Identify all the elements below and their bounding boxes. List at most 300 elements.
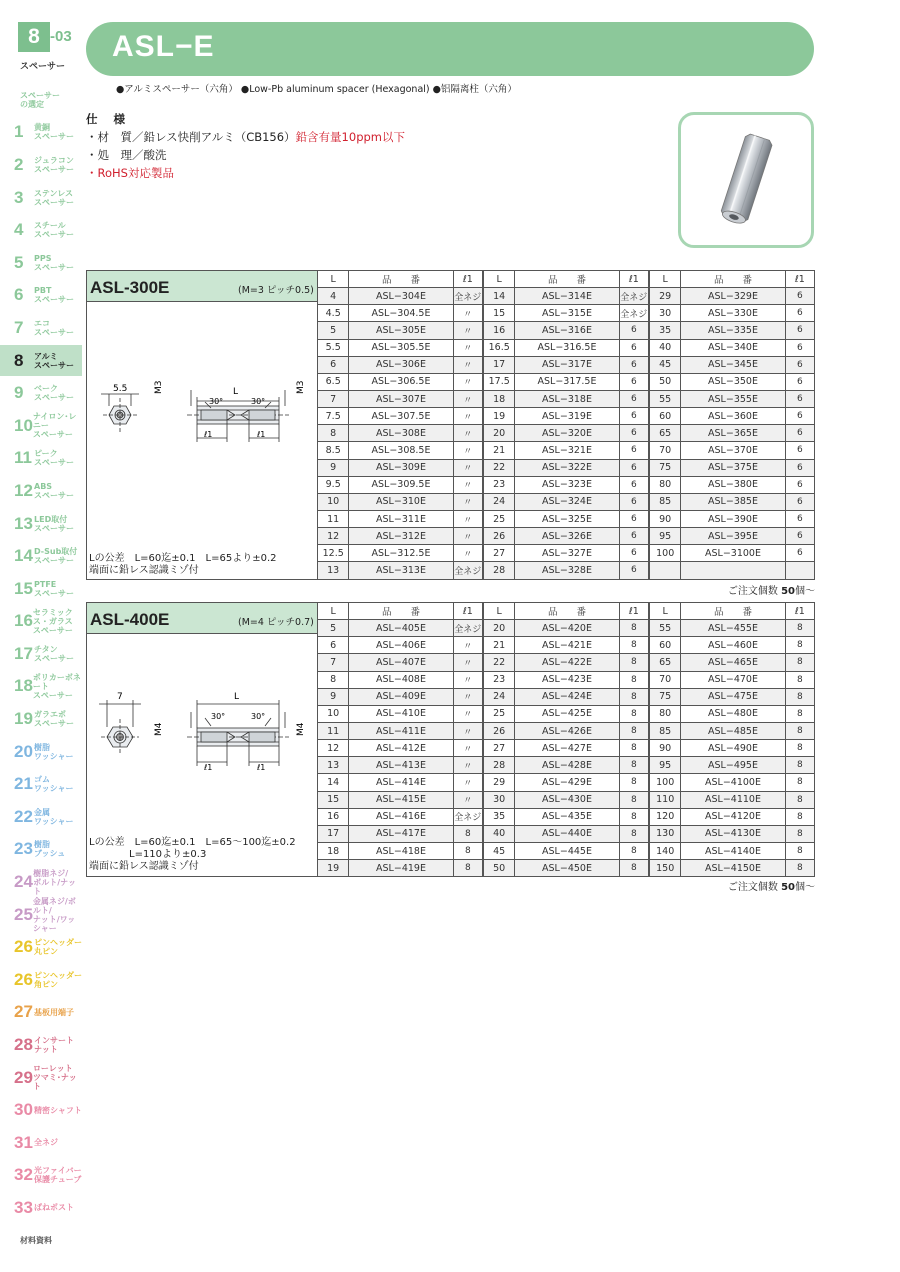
sidebar-nav-item[interactable] <box>0 280 82 313</box>
sidebar-nav-item[interactable] <box>0 1160 82 1193</box>
nav-item-number: 8 <box>14 350 24 370</box>
col-header-thread-depth: ℓ1 <box>619 271 648 288</box>
angle-label-right: 30° <box>251 397 266 406</box>
thread-depth-cell: 8 <box>785 671 814 688</box>
spec-rohs: ・RoHS対応製品 <box>86 166 174 180</box>
table-row <box>318 637 483 654</box>
thread-depth-cell: 6 <box>785 288 814 305</box>
table-row <box>484 390 649 407</box>
table-row <box>484 339 649 356</box>
part-number-cell: ASL−312E <box>349 528 453 545</box>
length-cell: 6.5 <box>318 373 349 390</box>
length-cell: 5.5 <box>318 339 349 356</box>
table-row <box>650 688 815 705</box>
length-cell: 12.5 <box>318 545 349 562</box>
sidebar-nav-item[interactable] <box>0 638 82 671</box>
thread-depth-cell: 〃 <box>453 705 482 722</box>
part-number-cell: ASL−304E <box>349 288 453 305</box>
table-row <box>318 493 483 510</box>
length-cell: 95 <box>650 528 681 545</box>
asl-400e-block <box>86 602 815 892</box>
thread-depth-cell: 全ネジ <box>453 620 482 637</box>
thread-depth-cell: 6 <box>619 408 648 425</box>
nav-item-number: 20 <box>14 741 33 761</box>
sidebar-nav-item[interactable] <box>0 671 82 704</box>
sidebar-nav-item[interactable] <box>0 964 82 997</box>
table-row <box>650 774 815 791</box>
series-name: ASL-400E <box>90 610 170 629</box>
sidebar-nav-item[interactable] <box>0 540 82 573</box>
table-row <box>484 637 649 654</box>
part-number-cell: ASL−450E <box>515 860 619 877</box>
angle-label-left: 30° <box>209 397 224 406</box>
thread-depth-cell: 8 <box>785 740 814 757</box>
product-subtitle: ●アルミスペーサー（六角） ●Low-Pb aluminum spacer (Hexagonal) ●铝隔离柱（六角） <box>116 84 517 95</box>
thread-depth-cell: 8 <box>785 791 814 808</box>
nav-item-number: 19 <box>14 709 33 729</box>
table-row <box>318 740 483 757</box>
nav-item-label: 精密シャフト <box>34 1105 82 1115</box>
thread-depth-cell: 8 <box>785 722 814 739</box>
order-note-prefix: ご注文個数 <box>727 586 782 597</box>
nav-item-number: 5 <box>14 252 24 272</box>
thread-depth-cell: 6 <box>785 390 814 407</box>
thread-depth-cell: 8 <box>785 808 814 825</box>
nav-item-label: PBT スペーサー <box>34 286 74 305</box>
length-cell: 18 <box>484 390 515 407</box>
part-number-cell: ASL−335E <box>681 322 785 339</box>
sidebar-nav-item[interactable] <box>0 1062 82 1095</box>
length-cell: 35 <box>650 322 681 339</box>
thread-depth-cell: 6 <box>619 442 648 459</box>
thread-depth-cell: 〃 <box>453 740 482 757</box>
part-number-cell: ASL−425E <box>515 705 619 722</box>
part-number-cell: ASL−413E <box>349 757 453 774</box>
nav-item-label: ポリカーボネート スペーサー <box>32 672 81 700</box>
sidebar-nav-item[interactable] <box>0 801 82 834</box>
spec-title: 仕 様 <box>86 112 132 126</box>
col-header-thread-depth: ℓ1 <box>785 603 814 620</box>
sidebar-nav-item[interactable] <box>0 117 82 150</box>
part-number-cell: ASL−330E <box>681 305 785 322</box>
thread-depth-cell: 〃 <box>453 356 482 373</box>
part-number-cell: ASL−380E <box>681 476 785 493</box>
sidebar-nav-item[interactable] <box>0 834 82 867</box>
sidebar-nav-item[interactable] <box>0 214 82 247</box>
thread-depth-cell: 6 <box>785 356 814 373</box>
table-row <box>484 442 649 459</box>
length-cell: 6 <box>318 637 349 654</box>
length-cell: 10 <box>318 705 349 722</box>
part-number-cell: ASL−421E <box>515 637 619 654</box>
length-cell: 21 <box>484 637 515 654</box>
asl-300e-block <box>86 270 815 595</box>
category-label: スペーサー <box>20 62 66 72</box>
nav-item-label: PPS スペーサー <box>34 253 74 272</box>
thread-depth-cell: 8 <box>619 740 648 757</box>
part-number-cell: ASL−424E <box>515 688 619 705</box>
thread-depth-cell: 〃 <box>453 339 482 356</box>
table-row <box>484 510 649 527</box>
part-number-cell: ASL−370E <box>681 442 785 459</box>
nav-item-number: 1 <box>14 122 24 142</box>
table-row <box>484 740 649 757</box>
length-cell: 29 <box>650 288 681 305</box>
part-table <box>317 270 483 580</box>
col-header-thread-depth: ℓ1 <box>453 271 482 288</box>
length-cell: 9 <box>318 688 349 705</box>
part-number-cell: ASL−4150E <box>681 860 785 877</box>
thread-depth-cell: 8 <box>785 842 814 859</box>
col-header-thread-depth: ℓ1 <box>453 603 482 620</box>
length-cell: 40 <box>650 339 681 356</box>
table-row <box>318 356 483 373</box>
thread-depth-cell: 〃 <box>453 688 482 705</box>
part-number-cell: ASL−430E <box>515 791 619 808</box>
nav-item-number: 18 <box>14 676 33 696</box>
nav-item-label: 基板用端子 <box>34 1007 74 1017</box>
table-row <box>484 528 649 545</box>
length-cell: 21 <box>484 442 515 459</box>
part-number-cell: ASL−4120E <box>681 808 785 825</box>
part-number-cell: ASL−365E <box>681 425 785 442</box>
table-row <box>318 842 483 859</box>
length-cell: 45 <box>650 356 681 373</box>
table-row <box>484 808 649 825</box>
thread-depth-label-left: ℓ1 <box>204 430 213 439</box>
length-cell: 11 <box>318 510 349 527</box>
sidebar-nav-item[interactable] <box>0 149 82 182</box>
table-row <box>318 425 483 442</box>
order-quantity-note <box>728 878 815 893</box>
thread-depth-label-left: ℓ1 <box>204 763 213 772</box>
order-note-suffix: 個〜 <box>795 586 815 597</box>
nav-item-label: インサート ナット <box>34 1036 74 1055</box>
thread-depth-cell: 〃 <box>453 459 482 476</box>
length-cell: 65 <box>650 654 681 671</box>
sidebar-nav-item[interactable] <box>0 312 82 345</box>
length-cell: 130 <box>650 825 681 842</box>
nav-item-number: 29 <box>14 1067 33 1087</box>
nav-item-number: 22 <box>14 806 33 826</box>
thread-depth-cell: 8 <box>619 774 648 791</box>
nav-item-number: 24 <box>14 872 33 892</box>
thread-depth-label-right: ℓ1 <box>257 763 266 772</box>
table-row <box>484 476 649 493</box>
length-cell: 28 <box>484 562 515 579</box>
part-number-cell: ASL−4100E <box>681 774 785 791</box>
nav-item-number: 7 <box>14 317 24 337</box>
thread-depth-cell: 〃 <box>453 722 482 739</box>
length-cell: 80 <box>650 476 681 493</box>
table-row <box>650 356 815 373</box>
length-cell: 15 <box>484 305 515 322</box>
part-number-cell: ASL−310E <box>349 493 453 510</box>
table-row <box>484 288 649 305</box>
thread-depth-cell: 6 <box>785 425 814 442</box>
nav-item-label: 全ネジ <box>34 1138 58 1148</box>
length-cell: 60 <box>650 637 681 654</box>
length-cell: 7 <box>318 654 349 671</box>
part-number-cell: ASL−305.5E <box>349 339 453 356</box>
part-number-cell: ASL−418E <box>349 842 453 859</box>
table-row <box>318 459 483 476</box>
part-number-cell: ASL−305E <box>349 322 453 339</box>
part-number-cell: ASL−312.5E <box>349 545 453 562</box>
sidebar-nav-item[interactable] <box>0 1225 82 1258</box>
col-header-thread-depth: ℓ1 <box>785 271 814 288</box>
table-row <box>650 373 815 390</box>
table-row <box>650 305 815 322</box>
length-cell: 8 <box>318 425 349 442</box>
spec-material <box>86 128 405 146</box>
sidebar-nav-item[interactable] <box>0 606 82 639</box>
table-row <box>484 774 649 791</box>
thread-depth-cell: 8 <box>453 825 482 842</box>
sidebar-nav-item[interactable] <box>0 1127 82 1160</box>
part-number-cell: ASL−323E <box>515 476 619 493</box>
length-cell: 27 <box>484 545 515 562</box>
length-cell: 35 <box>484 808 515 825</box>
part-number-cell: ASL−317.5E <box>515 373 619 390</box>
part-number-cell: ASL−445E <box>515 842 619 859</box>
part-number-cell: ASL−428E <box>515 757 619 774</box>
sidebar-nav-item[interactable] <box>0 736 82 769</box>
part-number-cell: ASL−414E <box>349 774 453 791</box>
table-row <box>484 842 649 859</box>
sidebar-nav-item[interactable] <box>0 508 82 541</box>
part-number-cell: ASL−435E <box>515 808 619 825</box>
thread-depth-cell: 8 <box>785 620 814 637</box>
nav-item-number: 15 <box>14 578 33 598</box>
table-row <box>318 408 483 425</box>
length-cell: 70 <box>650 671 681 688</box>
sidebar-nav-item[interactable] <box>0 345 82 378</box>
length-cell: 22 <box>484 654 515 671</box>
thread-depth-cell: 6 <box>619 356 648 373</box>
thread-depth-cell: 8 <box>619 757 648 774</box>
nav-item-number: 10 <box>14 415 33 435</box>
thread-depth-cell: 8 <box>619 860 648 877</box>
spec-material-label: ・材 質／鉛レス快削アルミ（CB156） <box>86 130 296 144</box>
sidebar-nav-item[interactable] <box>0 1192 82 1225</box>
thread-depth-cell: 〃 <box>453 493 482 510</box>
length-cell: 50 <box>484 860 515 877</box>
part-number-cell: ASL−307.5E <box>349 408 453 425</box>
sidebar-nav-item[interactable] <box>0 866 82 899</box>
thread-depth-cell: 〃 <box>453 774 482 791</box>
sidebar-nav-item[interactable] <box>0 931 82 964</box>
length-cell: 23 <box>484 476 515 493</box>
nav-item-label: エコ スペーサー <box>34 318 74 337</box>
length-cell: 4 <box>318 288 349 305</box>
thread-depth-cell: 6 <box>619 476 648 493</box>
part-number-cell: ASL−4130E <box>681 825 785 842</box>
nav-item-number: 26 <box>14 969 33 989</box>
part-number-cell: ASL−320E <box>515 425 619 442</box>
length-cell: 17 <box>318 825 349 842</box>
nav-item-number: 28 <box>14 1035 33 1055</box>
table-row <box>318 545 483 562</box>
technical-drawing <box>87 302 317 522</box>
nav-item-label: 樹脂ネジ/ ボルト/ナット <box>33 868 76 896</box>
nav-item-number: 16 <box>14 611 33 631</box>
nav-item-label: 黄銅 スペーサー <box>34 123 74 142</box>
length-cell: 9 <box>318 459 349 476</box>
table-row <box>484 356 649 373</box>
part-number-cell: ASL−465E <box>681 654 785 671</box>
sidebar-nav-item[interactable] <box>0 182 82 215</box>
drawing-area <box>86 302 317 580</box>
thread-depth-cell: 6 <box>785 528 814 545</box>
table-row <box>318 562 483 579</box>
part-number-cell: ASL−390E <box>681 510 785 527</box>
thread-depth-cell: 6 <box>619 390 648 407</box>
nav-item-label: スチール スペーサー <box>34 221 74 240</box>
part-number-cell: ASL−304.5E <box>349 305 453 322</box>
nav-item-label: ローレット ツマミ･ナット <box>32 1064 77 1092</box>
table-row <box>484 860 649 877</box>
col-header-part-number: 品 番 <box>349 271 453 288</box>
length-cell: 24 <box>484 688 515 705</box>
part-number-cell: ASL−440E <box>515 825 619 842</box>
part-number-cell: ASL−311E <box>349 510 453 527</box>
nav-item-label: 光ファイバー 保護チューブ <box>34 1166 82 1185</box>
length-cell: 13 <box>318 757 349 774</box>
table-row <box>484 688 649 705</box>
table-row <box>650 390 815 407</box>
nav-item-label: アルミ スペーサー <box>34 351 74 370</box>
length-cell: 5 <box>318 620 349 637</box>
table-row <box>318 705 483 722</box>
length-cell: 95 <box>650 757 681 774</box>
length-cell: 5 <box>318 322 349 339</box>
spec-section <box>86 110 405 182</box>
nav-item-label: ジュラコン スペーサー <box>34 155 74 174</box>
series-name-box <box>86 270 317 302</box>
length-cell: 85 <box>650 722 681 739</box>
length-cell: 7.5 <box>318 408 349 425</box>
thread-depth-cell: 〃 <box>453 637 482 654</box>
thread-depth-cell: 8 <box>619 722 648 739</box>
table-row <box>318 654 483 671</box>
length-cell: 23 <box>484 671 515 688</box>
table-row <box>318 620 483 637</box>
thread-depth-cell: 8 <box>785 774 814 791</box>
sidebar-nav-item[interactable] <box>0 443 82 476</box>
thread-depth-cell: 6 <box>619 373 648 390</box>
nav-item-label: ピンヘッダー 丸ピン <box>34 938 82 957</box>
table-row <box>650 671 815 688</box>
sidebar-nav-item[interactable] <box>0 410 82 443</box>
table-header-row <box>650 603 815 620</box>
length-cell: 16 <box>484 322 515 339</box>
part-number-cell: ASL−355E <box>681 390 785 407</box>
series-pitch: (M=3 ピッチ0.5) <box>238 285 314 296</box>
sidebar-nav-item[interactable] <box>0 377 82 410</box>
col-header-length: L <box>484 271 515 288</box>
part-number-cell: ASL−308.5E <box>349 442 453 459</box>
part-number-cell: ASL−422E <box>515 654 619 671</box>
thread-depth-cell: 6 <box>785 305 814 322</box>
nav-item-label: ピーク スペーサー <box>34 449 74 468</box>
sidebar-nav-item[interactable] <box>0 573 82 606</box>
col-header-length: L <box>484 603 515 620</box>
thread-depth-cell: 〃 <box>453 390 482 407</box>
col-header-part-number: 品 番 <box>515 603 619 620</box>
sidebar-nav-item[interactable] <box>0 1029 82 1062</box>
thread-depth-cell: 〃 <box>453 322 482 339</box>
thread-depth-cell: 8 <box>785 654 814 671</box>
nav-item-number: 30 <box>14 1100 33 1120</box>
part-number-cell: ASL−317E <box>515 356 619 373</box>
part-number-cell: ASL−325E <box>515 510 619 527</box>
table-row <box>318 390 483 407</box>
nav-item-label: LED取付 スペーサー <box>34 514 74 533</box>
table-row <box>318 528 483 545</box>
sidebar-nav-item[interactable] <box>0 84 82 117</box>
sidebar-nav-item[interactable] <box>0 703 82 736</box>
table-row <box>318 688 483 705</box>
col-header-length: L <box>650 271 681 288</box>
part-number-cell: ASL−306E <box>349 356 453 373</box>
part-number-cell: ASL−423E <box>515 671 619 688</box>
table-row <box>484 620 649 637</box>
nav-item-label: ステンレス スペーサー <box>34 188 74 207</box>
thread-label-left: M3 <box>154 380 164 394</box>
table-row <box>650 722 815 739</box>
part-number-cell: ASL−405E <box>349 620 453 637</box>
length-cell: 17 <box>484 356 515 373</box>
nav-item-label: ガラエポ スペーサー <box>34 710 74 729</box>
thread-depth-cell: 6 <box>785 493 814 510</box>
thread-depth-cell: 6 <box>619 425 648 442</box>
part-number-cell: ASL−485E <box>681 722 785 739</box>
thread-depth-cell: 8 <box>785 705 814 722</box>
nav-item-number: 32 <box>14 1165 33 1185</box>
part-number-cell: ASL−375E <box>681 459 785 476</box>
table-row <box>484 825 649 842</box>
length-cell: 75 <box>650 688 681 705</box>
nav-item-number: 13 <box>14 513 33 533</box>
sidebar-nav-item[interactable] <box>0 475 82 508</box>
sidebar-nav-item[interactable] <box>0 768 82 801</box>
thread-depth-cell <box>785 562 814 579</box>
thread-depth-cell: 〃 <box>453 373 482 390</box>
sidebar-nav-item[interactable] <box>0 997 82 1030</box>
length-cell: 14 <box>484 288 515 305</box>
length-cell: 18 <box>318 842 349 859</box>
order-note-suffix: 個〜 <box>795 882 815 893</box>
nav-item-label: 樹脂 ワッシャー <box>34 742 74 761</box>
sidebar-nav-item[interactable] <box>0 896 82 933</box>
table-header-row <box>484 603 649 620</box>
thread-depth-cell: 6 <box>619 528 648 545</box>
nav-item-label: チタン スペーサー <box>34 644 74 663</box>
thread-depth-cell: 8 <box>619 654 648 671</box>
part-number-cell: ASL−309.5E <box>349 476 453 493</box>
length-cell: 20 <box>484 425 515 442</box>
sidebar-nav-item[interactable] <box>0 247 82 280</box>
drawing-area <box>86 634 317 877</box>
part-table <box>649 602 815 877</box>
length-cell: 8.5 <box>318 442 349 459</box>
part-number-cell: ASL−345E <box>681 356 785 373</box>
sidebar-nav-item[interactable] <box>0 1094 82 1127</box>
table-header-row <box>484 271 649 288</box>
thread-depth-cell: 6 <box>785 476 814 493</box>
col-header-part-number: 品 番 <box>681 271 785 288</box>
